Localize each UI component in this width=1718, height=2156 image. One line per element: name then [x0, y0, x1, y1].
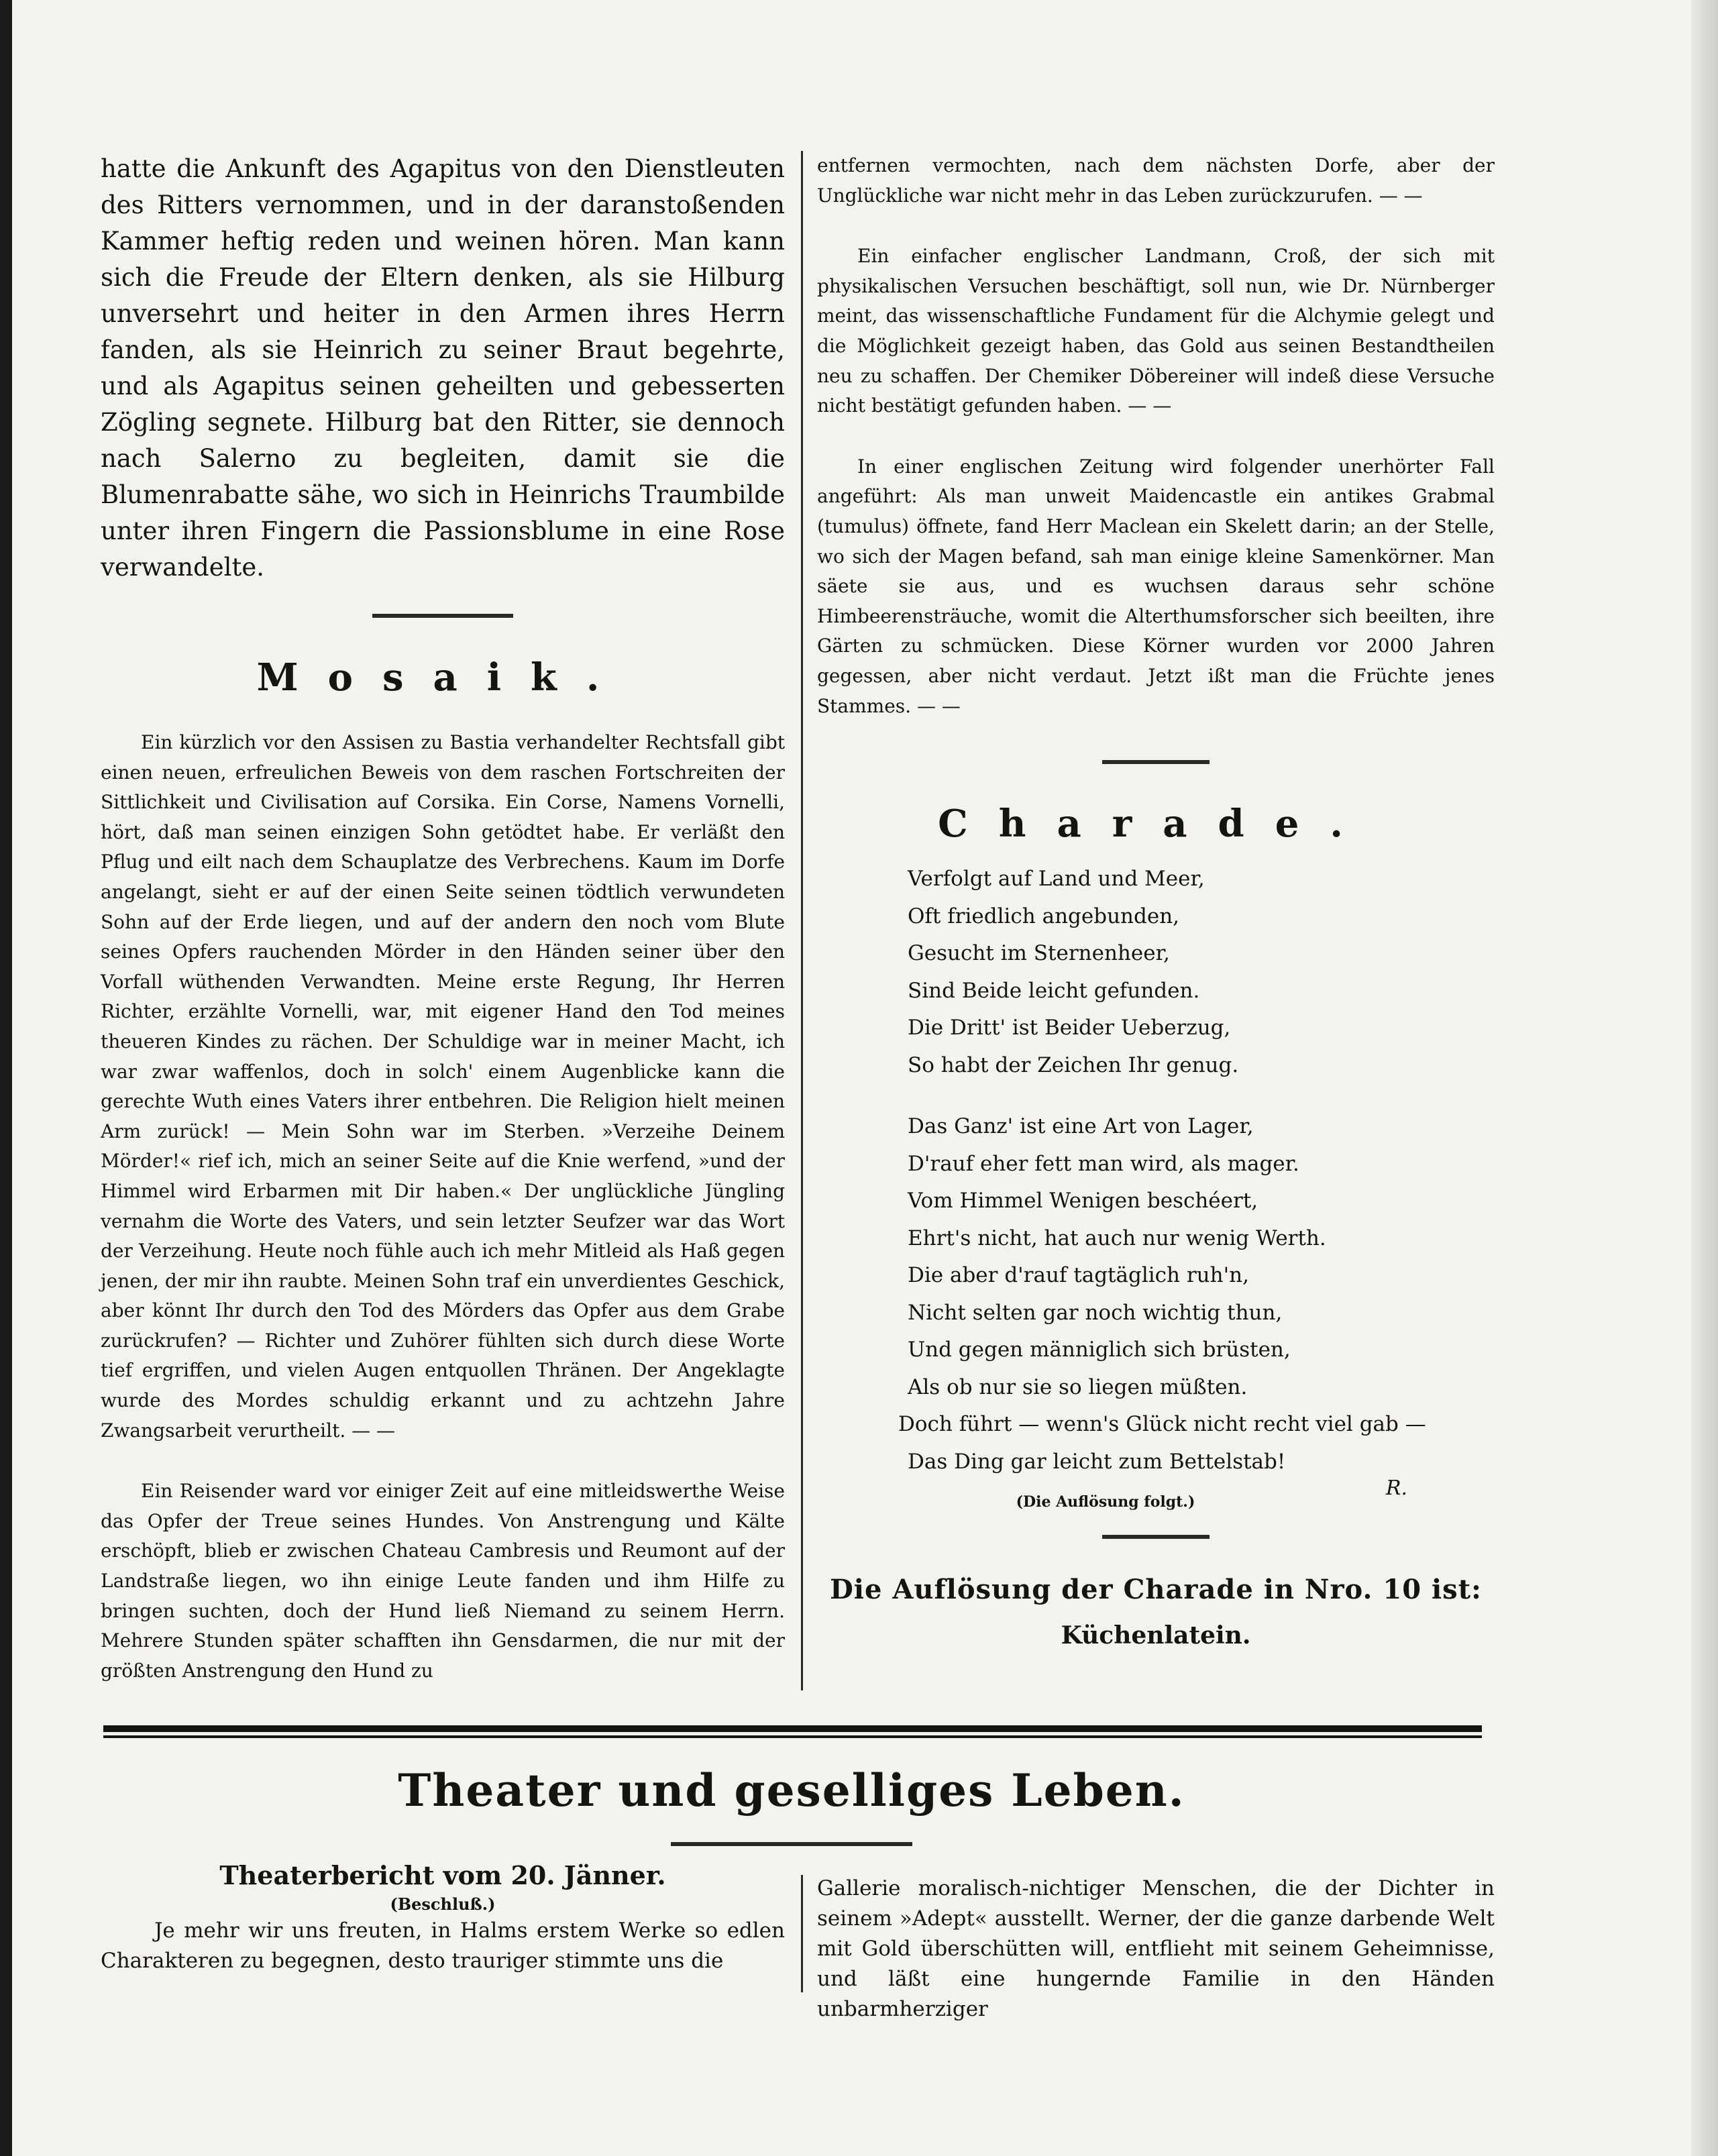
poem-line: Die Dritt' ist Beider Ueberzug, [908, 1016, 1231, 1040]
poem-line: Und gegen männiglich sich brüsten, [908, 1338, 1291, 1362]
charade-solution-note: (Die Auflösung folgt.) [1016, 1493, 1195, 1511]
previous-solution-line: Die Auflösung der Charade in Nro. 10 ist: [830, 1574, 1482, 1606]
poem-line: Doch führt — wenn's Glück nicht recht viel gab — [898, 1412, 1426, 1437]
bleed-through-shadow [101, 2033, 1483, 2057]
mosaik-heading: Mosaik. [256, 655, 629, 700]
mosaik-item-seeds: In einer englischen Zeitung wird folgender unerhörter Fall angeführt: Als man unweit Maidencastle ein antikes Grabmal (tumulus) öffnete, fand Herr Maclean ein Skelett darin; an der Stelle, wo sich der Magen befand, sah man einige kleine Samenkörner. Man säete sie aus, und es wuchsen daraus sehr schöne Himbeerensträuche, womit die Alterthumsforscher sich beeilten, ihre Gärten zu schmücken. Diese Körner wurden vor 2000 Jahren gegessen, aber nicht verdaut. Jetzt ißt man die Früchte jenes Stammes. — — [817, 455, 1495, 717]
scan-binding-shadow [0, 0, 12, 2156]
poem-line: Ehrt's nicht, hat auch nur wenig Werth. [908, 1226, 1326, 1250]
poem-line: D'rauf eher fett man wird, als mager. [908, 1151, 1299, 1176]
mosaik-item-corsica: Ein kürzlich vor den Assisen zu Bastia verhandelter Rechtsfall gibt einen neuen, erfreulichen Beweis von dem raschen Fortschreiten der Sittlichkeit und Civilisation auf Corsika. Ein Corse, Namens Vornelli, hört, daß man seinen einzigen Sohn getödtet habe. Er verläßt den Pflug und eilt nach dem Schauplatze des Verbrechens. Kaum im Dorfe angelangt, sieht er auf der einen Seite seinen tödtlich verwundeten Sohn auf der Erde liegen, und auf der andern den noch vom Blute seines Opfers rauchenden Mörder in den Händen seiner über den Vorfall wüthenden Verwandten. Meine erste Regung, Ihr Herren Richter, erzählte Vornelli, war, mit eigener Hand den Tod meines theueren Kindes zu rächen. Der Schuldige war in meiner Macht, ich war zwar waffenlos, doch in solch' einem Augenblicke kann die gerechte Wuth eines Vaters ihrer entbehren. Die Religion hielt meinen Arm zurück! — Mein Sohn war im Sterben. »Verzeihe Deinem Mörder!« rief ich, mich an seiner Seite auf die Knie werfend, »und der Himmel wird Erbarmen mit Dir haben.« Der unglückliche Jüngling vernahm die Worte des Vaters, und sein letzter Seufzer war das Wort der Verzeihung. Heute noch fühle auch ich mehr Mitleid als Haß gegen jenen, der mir ihn raubte. Meinen Sohn traf ein unverdientes Geschick, aber könnt Ihr durch den Tod des Mörders das Opfer aus dem Grabe zurückrufen? — Richter und Zuhörer fühlten sich durch diese Worte tief ergriffen, und vielen Augen entquollen Thränen. Der Angeklagte wurde des Mordes schuldig erkannt und zu achtzehn Jahre Zwangsarbeit verurtheilt. — — [101, 731, 785, 1442]
previous-solution-word: Küchenlatein. [1061, 1621, 1251, 1650]
mosaik-end-rule [1102, 760, 1210, 764]
poem-line: Als ob nur sie so liegen müßten. [908, 1375, 1248, 1399]
theater-right-column [817, 1874, 1495, 2025]
poem-line: Das Ding gar leicht zum Bettelstab! [908, 1449, 1286, 1474]
left-column [101, 151, 785, 1686]
review-text-right: Gallerie moralisch-nichtiger Menschen, die der Dichter in seinem »Adept« ausstellt. Werner, der die ganze darbende Welt mit Gold überschütten will, entflieht mit seinem Geheimnisse, und läßt eine hungernde Familie in den Händen unbarmherziger [817, 1876, 1495, 2021]
story-ending-text: hatte die Ankunft des Agapitus von den Dienstleuten des Ritters vernommen, und in der daranstoßenden Kammer heftig reden und weinen hören. Man kann sich die Freude der Eltern denken, als sie Hilburg unversehrt und heiter in den Armen ihres Herrn fanden, als sie Heinrich zu seiner Braut begehrte, und als Agapitus seinen geheilten und gebesserten Zögling segnete. Hilburg bat den Ritter, sie dennoch nach Salerno zu begleiten, damit sie die Blumenrabatte sähe, wo sich in Heinrichs Traumbilde unter ihren Fingern die Passionsblume in eine Rose verwandelte. [101, 154, 785, 582]
charade-poem [898, 861, 1495, 1480]
scan-edge-shadow [1691, 0, 1718, 2156]
theater-section-heading: Theater und geselliges Leben. [398, 1764, 1185, 1817]
poem-line: Vom Himmel Wenigen beschéert, [908, 1189, 1258, 1214]
poem-line: Die aber d'rauf tagtäglich ruh'n, [908, 1263, 1249, 1288]
mosaik-item-traveler: Ein Reisender ward vor einiger Zeit auf eine mitleidswerthe Weise das Opfer der Treue seines Hundes. Von Anstrengung und Kälte erschöpft, blieb er zwischen Chateau Cambresis und Reumont auf der Landstraße liegen, wo ihn einige Leute fanden und ihm Hilfe zu bringen suchten, doch der Hund ließ Niemand zu seinem Herrn. Mehrere Stunden später schafften ihn Gensdarmen, die nur mit der größten Anstrengung den Hund zu [101, 1480, 785, 1682]
poem-line: Oft friedlich angebunden, [908, 904, 1180, 928]
bottom-column-divider [801, 1875, 803, 1992]
charade-heading: Charade. [938, 802, 1374, 847]
poem-line: Gesucht im Sternenheer, [908, 941, 1170, 966]
review-text-left: Je mehr wir uns freuten, in Halms erstem Werke so edlen Charakteren zu begegnen, desto trauriger stimmte uns die [101, 1919, 785, 1973]
theater-heading-rule [671, 1842, 912, 1846]
poem-line: Sind Beide leicht gefunden. [908, 978, 1200, 1003]
mosaik-item-traveler-continued: entfernen vermochten, nach dem nächsten Dorfe, aber der Unglückliche war nicht mehr in das Leben zurückzurufen. — — [817, 154, 1495, 207]
charade-signature: R. [1385, 1476, 1407, 1501]
column-divider [801, 151, 803, 1690]
review-subtitle: (Beschluß.) [390, 1894, 496, 1914]
section-separator-thin [103, 1735, 1482, 1738]
review-title: Theaterbericht vom 20. Jänner. [219, 1860, 666, 1890]
charade-end-rule [1102, 1535, 1210, 1539]
poem-line: So habt der Zeichen Ihr genug. [908, 1053, 1239, 1077]
poem-line: Nicht selten gar noch wichtig thun, [908, 1300, 1283, 1325]
section-separator-thick [103, 1725, 1482, 1732]
right-column [817, 151, 1495, 1650]
theater-left-column [101, 1858, 785, 1976]
story-end-rule [372, 614, 513, 618]
poem-line: Verfolgt auf Land und Meer, [908, 867, 1205, 892]
stanza-gap [908, 1084, 1495, 1108]
poem-line: Das Ganz' ist eine Art von Lager, [908, 1114, 1254, 1139]
mosaik-item-alchemy: Ein einfacher englischer Landmann, Croß, der sich mit physikalischen Versuchen beschäftigt, soll nun, wie Dr. Nürnberger meint, das wissenschaftliche Fundament für die Alchymie gelegt und die Möglichkeit gezeigt haben, das Gold aus seinen Bestandtheilen neu zu schaffen. Der Chemiker Döbereiner will indeß diese Versuche nicht bestätigt gefunden haben. — — [817, 245, 1495, 417]
